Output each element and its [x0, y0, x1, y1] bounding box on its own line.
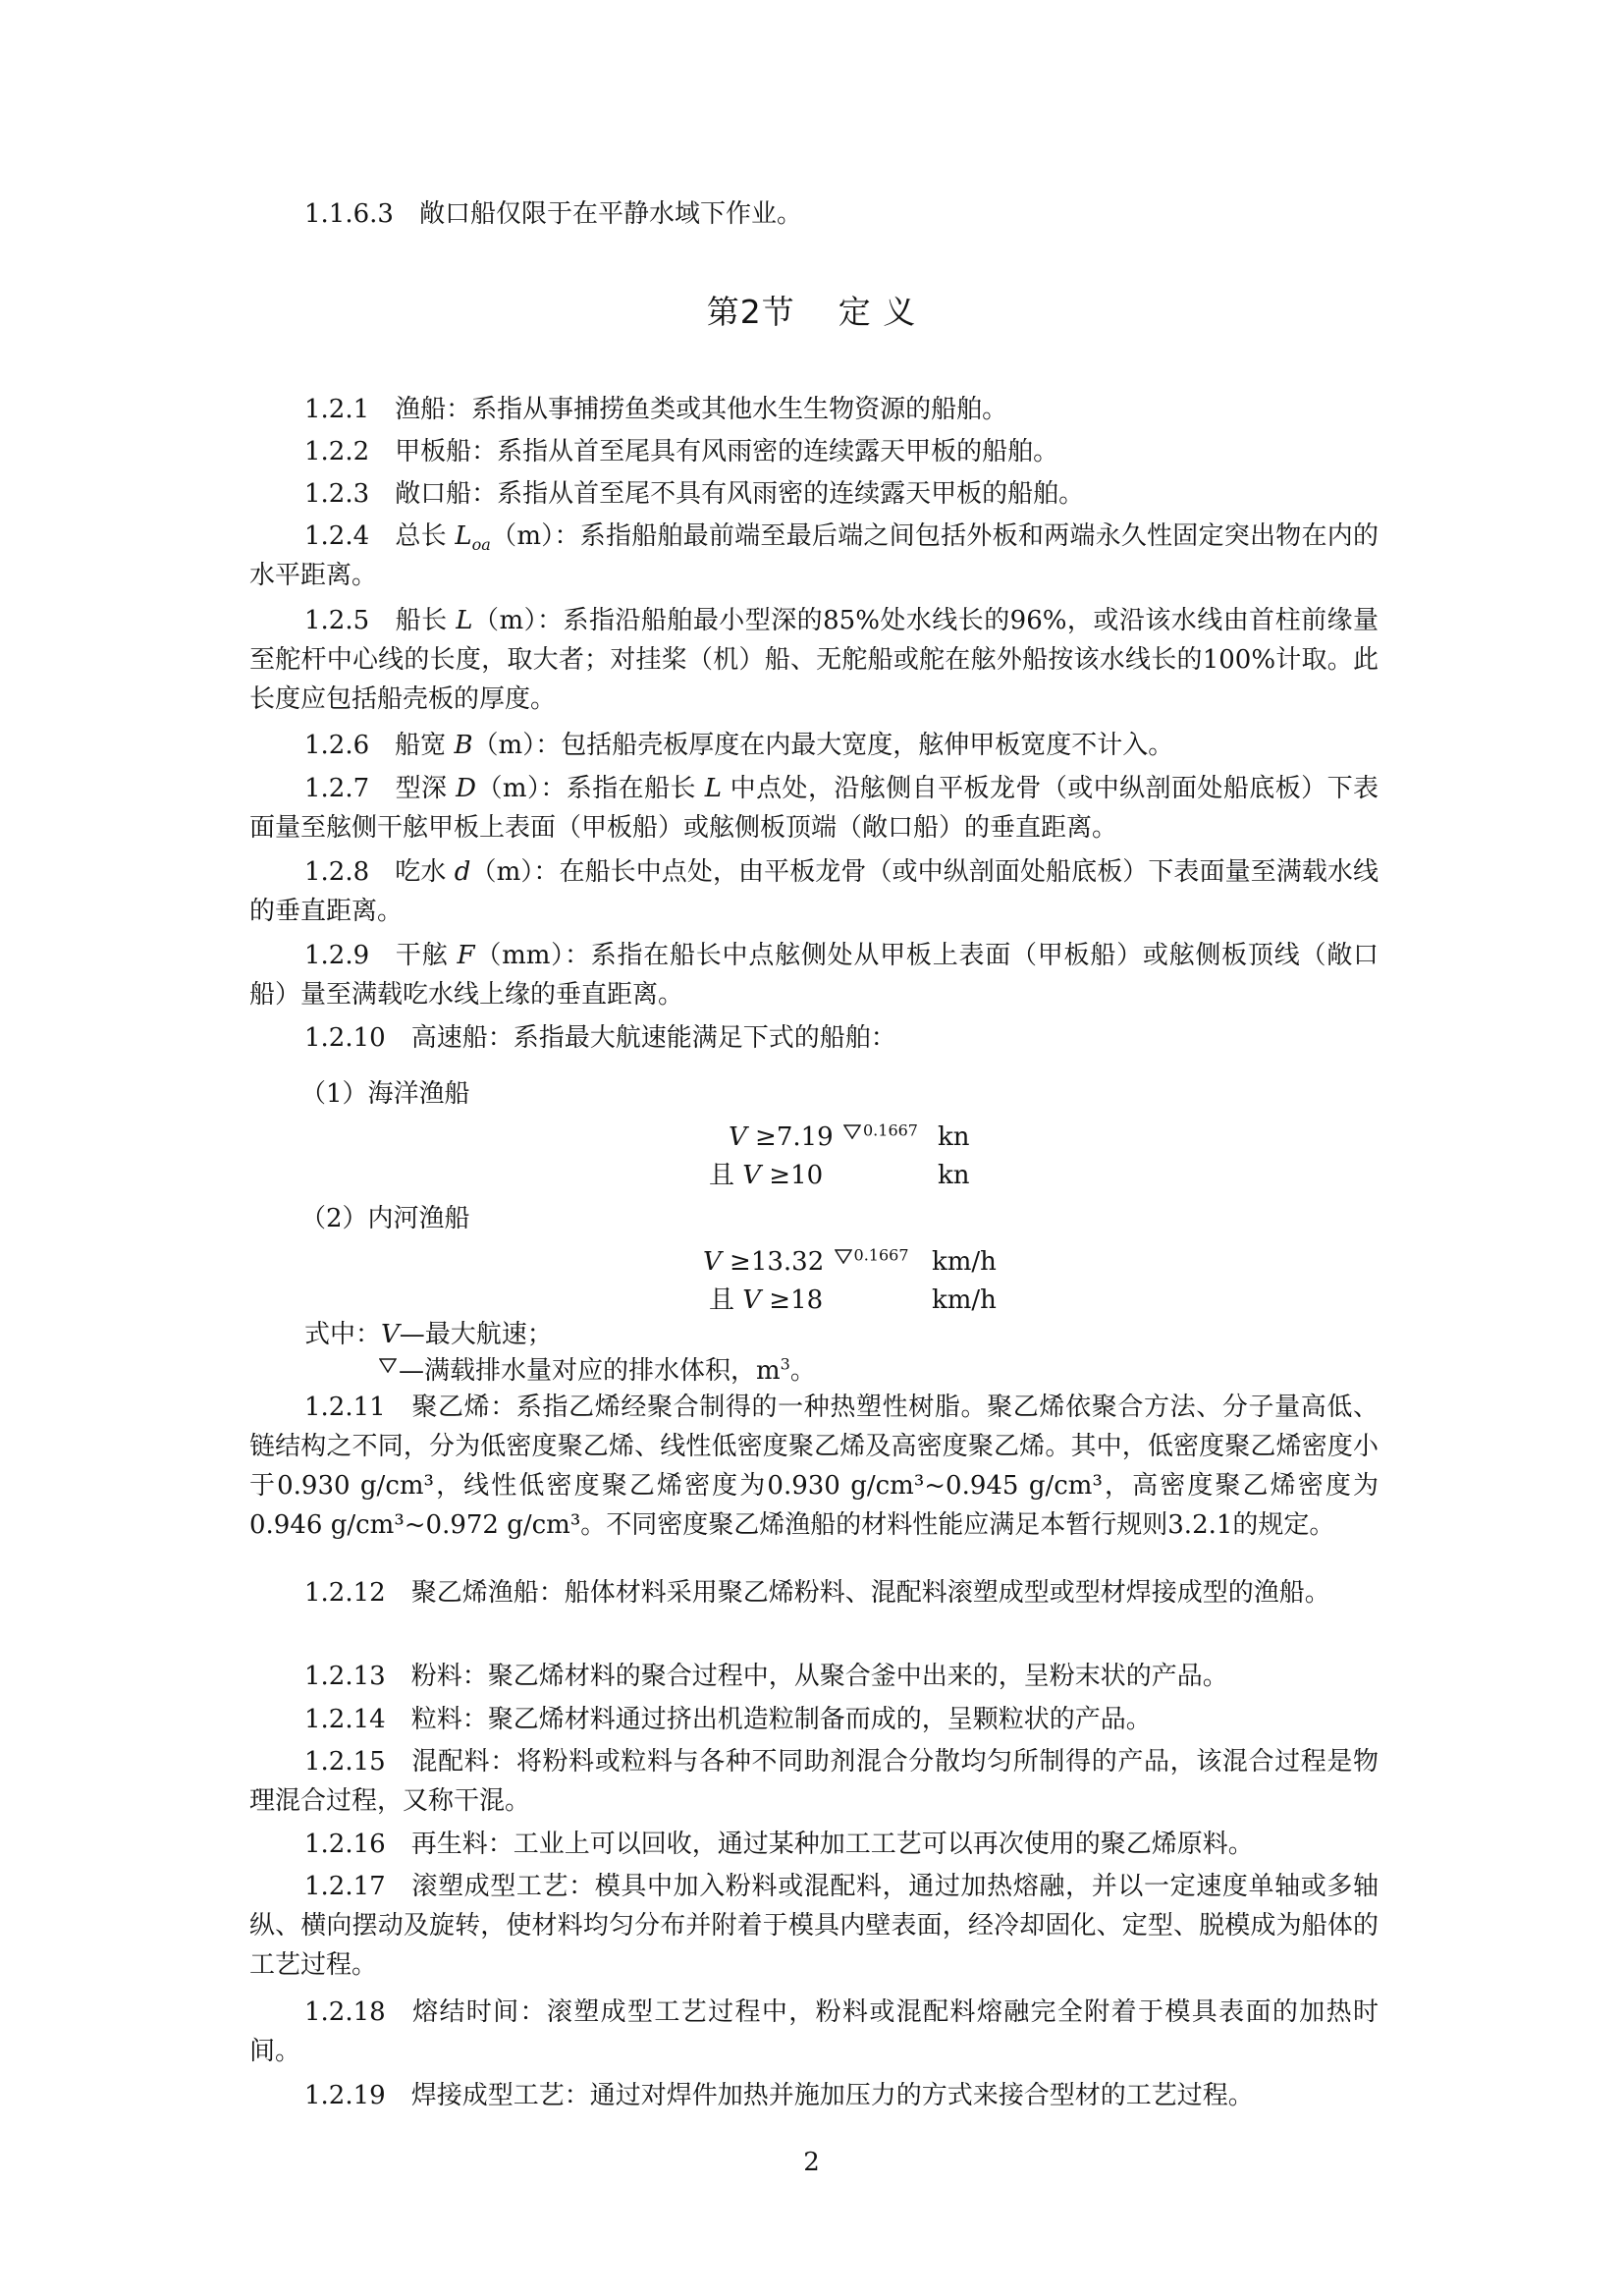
formula-var: V: [742, 1285, 762, 1315]
clause-text: （m）：系指沿船舶最小型深的85%处水线长的96%，或沿该水线由首柱前缘量至舵杆中心线的长度，取大者；对挂桨（机）船、无舵船或舵在舷外船按该水线长的100%计取。此长度应包括船壳板的厚度。: [249, 606, 1379, 714]
clause-text: 敞口船仅限于在平静水域下作业。: [418, 199, 802, 229]
definition-1-2-3: [249, 474, 1379, 514]
symbol-B: B: [454, 731, 473, 760]
clause-text: 中点处，沿舷侧自平板龙骨（或中纵剖面处船底板）下表面量至舷侧干舷甲板上表面（甲板船）或舷侧板顶端（敞口船）的垂直距离。: [249, 774, 1379, 843]
definition-1-2-7: [249, 769, 1379, 847]
where-d-sup: 3: [780, 1354, 790, 1374]
where-clause-displacement: [377, 1351, 816, 1391]
clause-number: 1.2.1: [304, 395, 370, 424]
sea-fishing-vessel-label: （1）海洋渔船: [300, 1079, 470, 1109]
clause-number: 1.2.15: [304, 1747, 386, 1777]
clause-text: 甲板船：系指从首至尾具有风雨密的连续露天甲板的船舶。: [395, 437, 1059, 466]
where-d-end: 。: [789, 1356, 816, 1386]
clause-text: 型深: [395, 774, 448, 803]
where-d-text: —满载排水量对应的排水体积，m: [399, 1356, 781, 1386]
definition-1-2-11: [249, 1388, 1379, 1545]
formula-rel: ≥10: [761, 1161, 824, 1190]
formula-exponent: 0.1667: [863, 1121, 918, 1140]
clause-text: 混配料：将粉料或粒料与各种不同助剂混合分散均匀所制得的产品，该混合过程是物理混合过程，又称干混。: [249, 1747, 1379, 1816]
clause-number: 1.2.14: [304, 1705, 386, 1734]
definition-1-2-10: [249, 1018, 1379, 1058]
clause-text: 聚乙烯渔船：船体材料采用聚乙烯粉料、混配料滚塑成型或型材焊接成型的渔船。: [410, 1578, 1330, 1608]
where-clause-v: [304, 1315, 553, 1354]
clause-number: 1.2.13: [304, 1662, 386, 1691]
section-number: 第2节: [706, 293, 795, 331]
page-number: 2: [803, 2148, 820, 2177]
clause-number: 1.2.4: [304, 521, 370, 551]
clause-number: 1.2.18: [304, 1997, 386, 2027]
definition-1-2-16: [249, 1825, 1379, 1864]
inverted-triangle-icon: [843, 1124, 861, 1139]
clause-text: 高速船：系指最大航速能满足下式的船舶：: [410, 1023, 896, 1053]
symbol-L: L: [704, 774, 722, 803]
clause-number: 1.2.17: [304, 1872, 386, 1901]
clause-text: （mm）：系指在船长中点舷侧处从甲板上表面（甲板船）或舷侧板顶线（敞口船）量至满载吃水线上缘的垂直距离。: [249, 941, 1380, 1010]
clause-number: 1.2.2: [304, 437, 370, 466]
definition-1-2-8: [249, 852, 1379, 931]
formula-exponent: 0.1667: [853, 1245, 909, 1265]
clause-text: 船长: [395, 606, 448, 635]
definition-1-2-15: [249, 1742, 1379, 1821]
clause-number: 1.2.10: [304, 1023, 386, 1053]
inverted-triangle-icon: [379, 1358, 397, 1373]
clause-number: 1.2.6: [304, 731, 370, 760]
clause-text: 渔船：系指从事捕捞鱼类或其他水生生物资源的船舶。: [395, 395, 1008, 424]
clause-1-1-6-3: [249, 194, 1379, 234]
definition-1-2-18: [249, 1993, 1379, 2071]
symbol-L: L: [456, 606, 473, 635]
formula-rel: ≥13.32: [721, 1247, 833, 1277]
clause-text: 船宽: [395, 731, 447, 760]
formula-rel: ≥7.19: [746, 1122, 841, 1152]
definition-1-2-13: [249, 1657, 1379, 1696]
formula-var: V: [381, 1320, 400, 1349]
clause-text: 总长: [395, 521, 447, 551]
clause-number: 1.2.16: [304, 1830, 386, 1859]
definition-1-2-17: [249, 1867, 1379, 1985]
where-v-text: —最大航速；: [399, 1320, 553, 1349]
formula-var: V: [742, 1161, 762, 1190]
clause-text: 焊接成型工艺：通过对焊件加热并施加压力的方式来接合型材的工艺过程。: [410, 2081, 1254, 2110]
clause-text: （m）：在船长中点处，由平板龙骨（或中纵剖面处船底板）下表面量至满载水线的垂直距离。: [249, 857, 1380, 926]
definition-1-2-19: [249, 2076, 1379, 2115]
clause-text: 干舷: [395, 941, 449, 970]
symbol-L: L: [455, 521, 472, 551]
formula-var: V: [729, 1122, 747, 1152]
formula-pre: 且: [709, 1161, 743, 1190]
clause-text: 熔结时间：滚塑成型工艺过程中，粉料或混配料熔融完全附着于模具表面的加热时间。: [249, 1997, 1379, 2066]
definition-1-2-12: [249, 1573, 1379, 1613]
clause-text: 再生料：工业上可以回收，通过某种加工工艺可以再次使用的聚乙烯原料。: [410, 1830, 1254, 1859]
clause-text: （m）：系指在船长: [476, 774, 696, 803]
symbol-F: F: [457, 941, 475, 970]
clause-text: 滚塑成型工艺：模具中加入粉料或混配料，通过加热熔融，并以一定速度单轴或多轴纵、横向摆动及旋转，使材料均匀分布并附着于模具内壁表面，经冷却固化、定型、脱模成为船体的工艺过程。: [249, 1872, 1379, 1980]
formula-sea-1: [729, 1118, 918, 1157]
inland-fishing-vessel-label: （2）内河渔船: [300, 1204, 470, 1233]
section-title: [0, 293, 1623, 332]
formula-unit: km/h: [932, 1285, 997, 1315]
formula-sea-2: [709, 1156, 823, 1195]
symbol-d: d: [454, 857, 471, 887]
clause-number: 1.2.7: [304, 774, 370, 803]
clause-text: 吃水: [395, 857, 447, 887]
formula-unit: km/h: [932, 1247, 997, 1277]
symbol-D: D: [456, 774, 477, 803]
clause-number: 1.2.12: [304, 1578, 386, 1608]
formula-unit: kn: [938, 1122, 970, 1152]
inverted-triangle-icon: [835, 1249, 852, 1264]
definition-1-2-5: [249, 601, 1379, 719]
formula-river-1: [703, 1242, 909, 1282]
definition-1-2-9: [249, 936, 1379, 1014]
clause-number: 1.2.11: [304, 1393, 386, 1422]
definition-1-2-1: [249, 390, 1379, 429]
clause-text: 粒料：聚乙烯材料通过挤出机造粒制备而成的，呈颗粒状的产品。: [410, 1705, 1152, 1734]
formula-river-2: [709, 1281, 823, 1320]
section-name: 定 义: [838, 293, 917, 331]
symbol-subscript: oa: [471, 535, 491, 555]
clause-text: （m）：包括船壳板厚度在内最大宽度，舷伸甲板宽度不计入。: [472, 731, 1174, 760]
definition-1-2-2: [249, 432, 1379, 471]
clause-number: 1.2.19: [304, 2081, 386, 2110]
definition-1-2-4: [249, 517, 1379, 595]
clause-text: 敞口船：系指从首至尾不具有风雨密的连续露天甲板的船舶。: [395, 479, 1085, 509]
clause-text: （m）：系指船舶最前端至最后端之间包括外板和两端永久性固定突出物在内的水平距离。: [249, 521, 1379, 590]
clause-number: 1.2.9: [304, 941, 370, 970]
formula-unit: kn: [938, 1161, 970, 1190]
formula-var: V: [703, 1247, 722, 1277]
formula-pre: 且: [709, 1285, 743, 1315]
definition-1-2-14: [249, 1700, 1379, 1739]
clause-text: 聚乙烯：系指乙烯经聚合制得的一种热塑性树脂。聚乙烯依聚合方法、分子量高低、链结构之不同，分为低密度聚乙烯、线性低密度聚乙烯及高密度聚乙烯。其中，低密度聚乙烯密度小于0.930 g/cm³，线性低密度聚乙烯密度为0.930 g/cm³~0.945 g/cm³，高密度聚乙烯密度为0.946 g/cm³~0.972 g/cm³。不同密度聚乙烯渔船的材料性能应满足本暂行规则3.2.1的规定。: [249, 1393, 1379, 1540]
definition-1-2-6: [249, 726, 1379, 765]
clause-number: 1.2.3: [304, 479, 370, 509]
formula-rel: ≥18: [761, 1285, 824, 1315]
clause-number: 1.2.8: [304, 857, 370, 887]
clause-text: 粉料：聚乙烯材料的聚合过程中，从聚合釜中出来的，呈粉末状的产品。: [410, 1662, 1228, 1691]
clause-number: 1.1.6.3: [304, 199, 394, 229]
clause-number: 1.2.5: [304, 606, 370, 635]
where-label: 式中：: [304, 1320, 382, 1349]
